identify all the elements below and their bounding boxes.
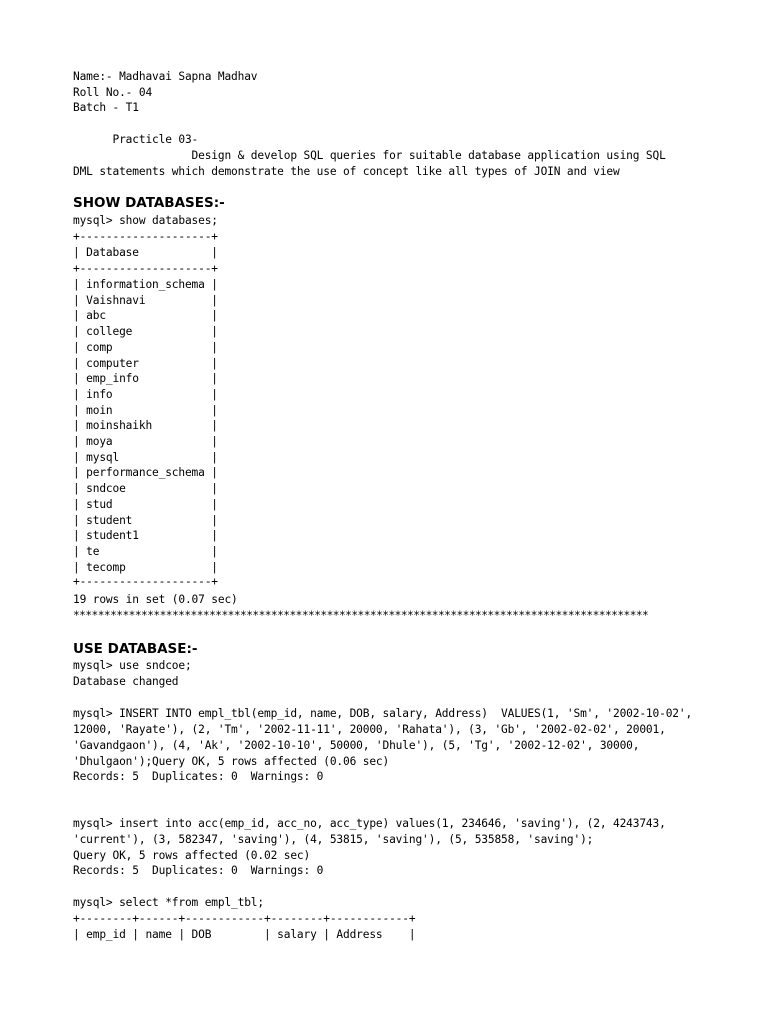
database-row: | moya | (73, 435, 218, 448)
database-row: | comp | (73, 340, 218, 354)
insert-acc-line: mysql> insert into acc(emp_id, acc_no, acc_type) values(1, 234646, 'saving'), (2, 4243743, (73, 817, 666, 830)
section-separator: ********************************************************************************************* (73, 609, 649, 622)
database-row: | abc | (73, 309, 218, 323)
show-databases-result: 19 rows in set (0.07 sec) (73, 593, 238, 606)
database-row: | moinshaikh | (73, 419, 218, 433)
table-border-mid: +--------------------+ (73, 262, 218, 275)
insert-empl-line: mysql> INSERT INTO empl_tbl(emp_id, name, DOB, salary, Address) VALUES(1, 'Sm', '2002-10-02', (73, 707, 693, 720)
database-row: | mysql | (73, 450, 218, 464)
use-database-command: mysql> use sndcoe; (73, 659, 192, 672)
database-row: | emp_info | (73, 372, 218, 386)
use-database-result: Database changed (73, 675, 179, 688)
database-row: | student | (73, 513, 218, 527)
insert-acc-line: Records: 5 Duplicates: 0 Warnings: 0 (73, 864, 324, 877)
database-row: | stud | (73, 497, 218, 511)
student-name: Name:- Madhavai Sapna Madhav (73, 70, 258, 83)
database-row: | moin | (73, 403, 218, 417)
select-table-border-top: +--------+------+------------+--------+------------+ (73, 912, 416, 925)
show-databases-heading: SHOW DATABASES:- (73, 195, 225, 211)
table-border-bottom: +--------------------+ (73, 575, 218, 588)
insert-empl-line: 'Dhulgaon');Query OK, 5 rows affected (0.06 sec) (73, 755, 390, 768)
database-row: | information_schema | (73, 278, 218, 291)
select-empl-command: mysql> select *from empl_tbl; (73, 896, 264, 909)
select-table-column-header: | emp_id | name | DOB | salary | Address | (73, 928, 416, 941)
roll-number: Roll No.- 04 (73, 85, 153, 99)
insert-acc-line: 'current'), (3, 582347, 'saving'), (4, 53815, 'saving'), (5, 535858, 'saving'); (73, 833, 594, 846)
database-row: | Vaishnavi | (73, 293, 218, 307)
database-row: | sndcoe | (73, 482, 218, 496)
practical-title: Practicle 03- (73, 133, 199, 146)
insert-empl-line: Records: 5 Duplicates: 0 Warnings: 0 (73, 770, 324, 783)
practical-aim-line-2: DML statements which demonstrate the use of concept like all types of JOIN and view (73, 165, 620, 178)
batch: Batch - T1 (73, 101, 139, 114)
insert-empl-line: 'Gavandgaon'), (4, 'Ak', '2002-10-10', 50000, 'Dhule'), (5, 'Tg', '2002-12-02', 30000, (73, 739, 640, 752)
database-row: | performance_schema | (73, 466, 218, 480)
show-databases-command: mysql> show databases; (73, 214, 218, 227)
practical-aim-line-1: Design & develop SQL queries for suitable database application using SQL (73, 149, 666, 162)
insert-acc-line: Query OK, 5 rows affected (0.02 sec) (73, 849, 311, 862)
database-row: | te | (73, 544, 218, 558)
database-row: | tecomp | (73, 560, 218, 574)
use-database-heading: USE DATABASE:- (73, 641, 198, 657)
database-row: | info | (73, 387, 218, 401)
database-row: | college | (73, 325, 218, 339)
insert-empl-line: 12000, 'Rayate'), (2, 'Tm', '2002-11-11', 20000, 'Rahata'), (3, 'Gb', '2002-02-02', 20001, (73, 723, 666, 736)
table-column-header: | Database | (73, 246, 218, 259)
table-border-top: +--------------------+ (73, 230, 218, 243)
database-row: | computer | (73, 356, 218, 370)
database-row: | student1 | (73, 529, 218, 543)
